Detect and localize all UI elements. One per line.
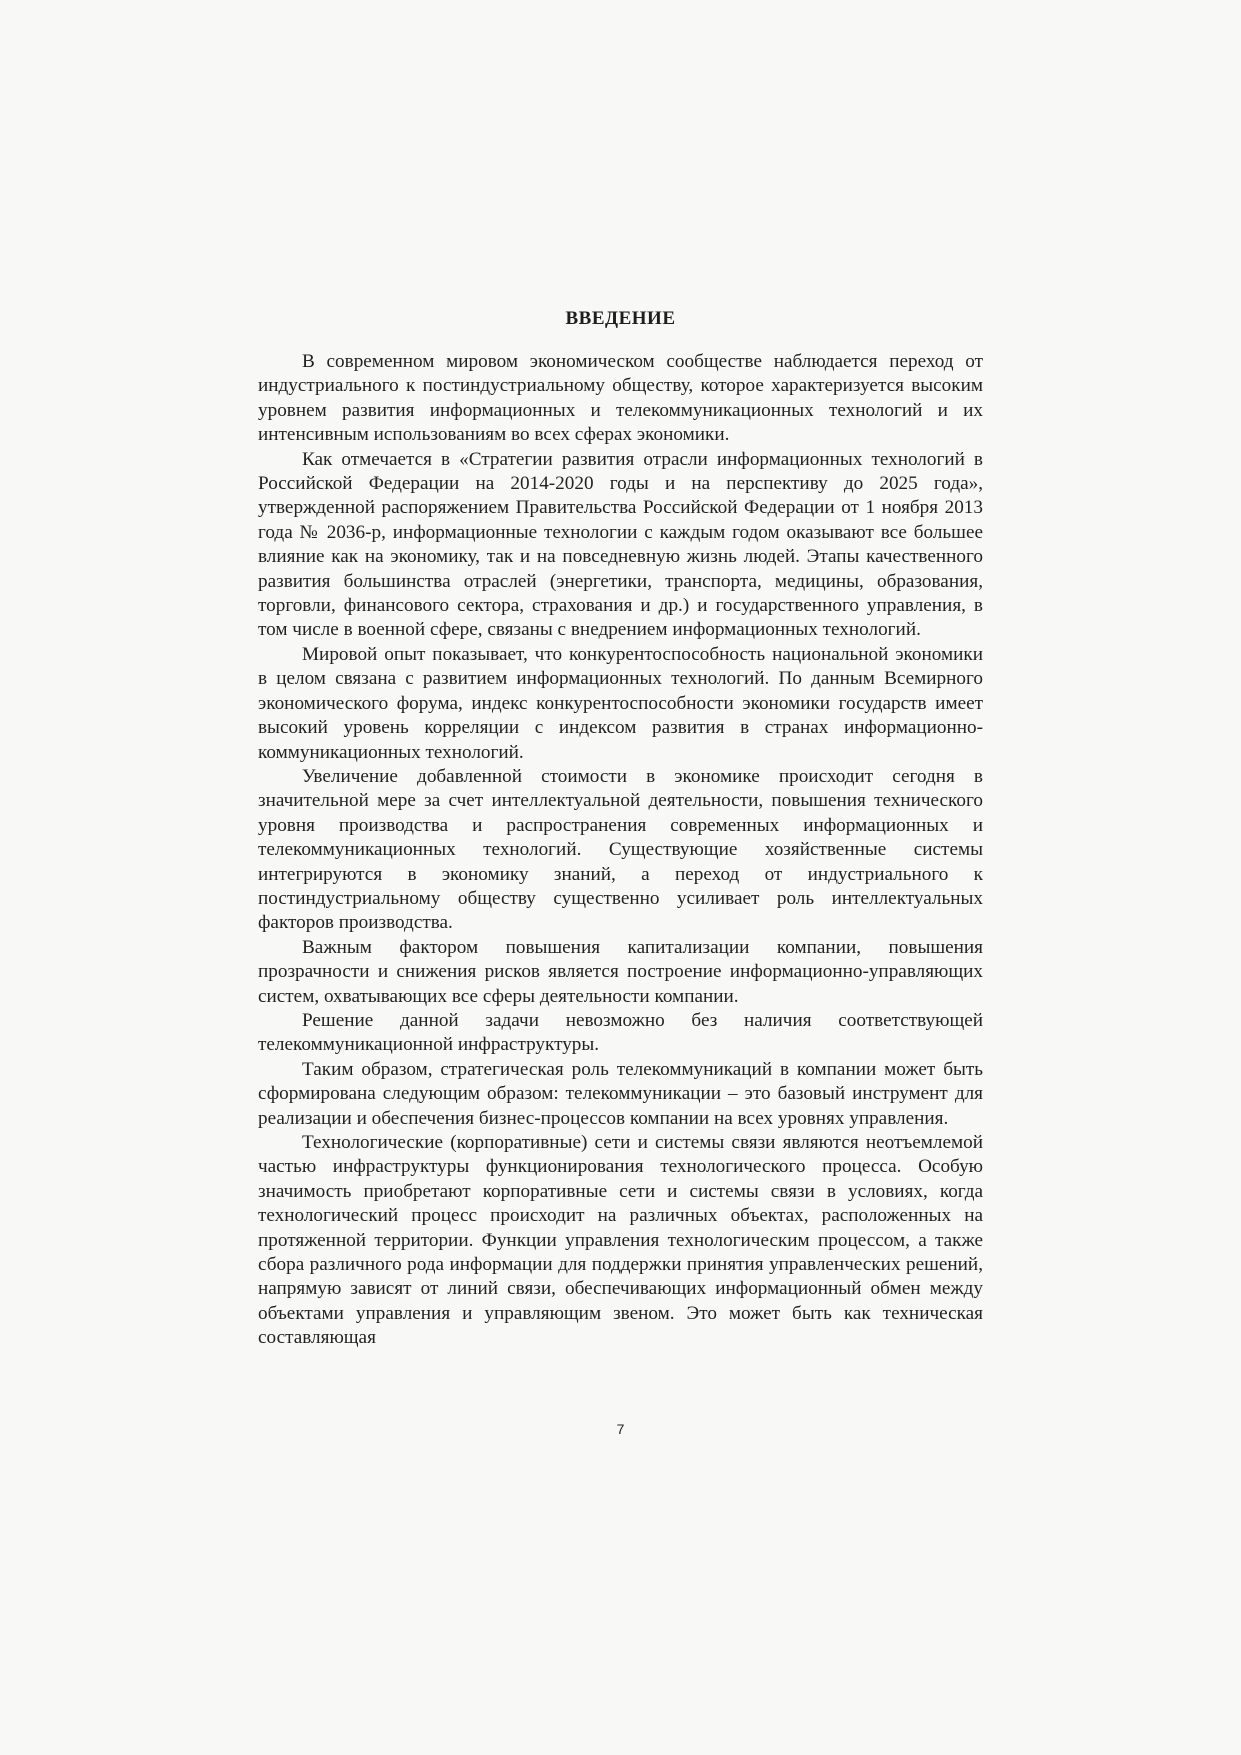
paragraph-7: Таким образом, стратегическая роль телекоммуникаций в компании может быть сформирована следующим образом: телекоммуникации – это базовый инструмент для реализации и обеспечения бизнес-процессов компании на всех уровнях управления. bbox=[258, 1058, 983, 1129]
page-number: 7 bbox=[616, 1421, 625, 1437]
paragraph-4: Увеличение добавленной стоимости в экономике происходит сегодня в значительной мере за счет интеллектуальной деятельности, повышения технического уровня производства и распространения современных информационных и телекоммуникационных технологий. Существующие хозяйственные системы интегрируются в экономику знаний, а переход от индустриального к постиндустриальному обществу существенно усиливает роль интеллектуальных факторов производства. bbox=[258, 765, 983, 934]
body-text bbox=[258, 350, 983, 1351]
paragraph-8: Технологические (корпоративные) сети и системы связи являются неотъемлемой частью инфраструктуры функционирования технологического процесса. Особую значимость приобретают корпоративные сети и системы связи в условиях, когда технологический процесс происходит на различных объектах, расположенных на протяженной территории. Функции управления технологическим процессом, а также сбора различного рода информации для поддержки принятия управленческих решений, напрямую зависят от линий связи, обеспечивающих информационный обмен между объектами управления и управляющим звеном. Это может быть как техническая составляющая bbox=[258, 1132, 983, 1349]
page-title: ВВЕДЕНИЕ bbox=[565, 308, 676, 329]
paragraph-3: Мировой опыт показывает, что конкурентоспособность национальной экономики в целом связана с развитием информационных технологий. По данным Всемирного экономического форума, индекс конкурентоспособности экономики государств имеет высокий уровень корреляции с индексом развития в странах информационно-коммуникационных технологий. bbox=[258, 643, 983, 763]
paragraph-6: Решение данной задачи невозможно без наличия соответствующей телекоммуникационной инфраструктуры. bbox=[258, 1009, 983, 1056]
paragraph-5: Важным фактором повышения капитализации компании, повышения прозрачности и снижения рисков является построение информационно-управляющих систем, охватывающих все сферы деятельности компании. bbox=[258, 936, 983, 1007]
paragraph-2: Как отмечается в «Стратегии развития отрасли информационных технологий в Российской Федерации на 2014-2020 годы и на перспективу до 2025 года», утвержденной распоряжением Правительства Российской Федерации от 1 ноября 2013 года № 2036-р, информационные технологии с каждым годом оказывают все большее влияние как на экономику, так и на повседневную жизнь людей. Этапы качественного развития большинства отраслей (энергетики, транспорта, медицины, образования, торговли, финансового сектора, страхования и др.) и государственного управления, в том числе в военной сфере, связаны с внедрением информационных технологий. bbox=[258, 448, 983, 641]
paragraph-1: В современном мировом экономическом сообществе наблюдается переход от индустриального к постиндустриальному обществу, которое характеризуется высоким уровнем развития информационных и телекоммуникационных технологий и их интенсивным использованиям во всех сферах экономики. bbox=[258, 351, 983, 446]
